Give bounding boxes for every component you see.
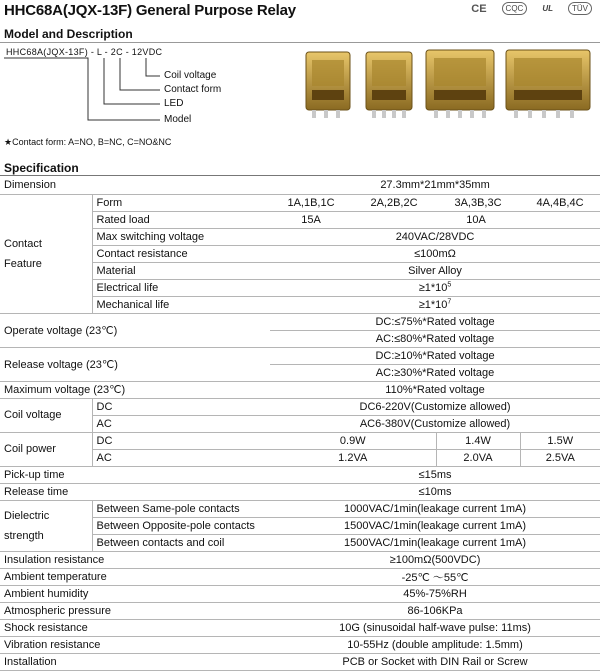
specification-table (0, 177, 600, 671)
model-section-heading: Model and Description (4, 27, 133, 41)
table-row (0, 483, 600, 500)
row-value: 45%-75%RH (270, 585, 600, 602)
row-label: Shock resistance (0, 619, 270, 636)
coil-power-value: 2.0VA (436, 449, 520, 466)
coil-power-value: 0.9W (270, 432, 436, 449)
table-row (0, 653, 600, 670)
callout-model: Model (164, 114, 192, 125)
row-value: PCB or Socket with DIN Rail or Screw (270, 653, 600, 670)
electrical-life-exponent: 5 (447, 280, 452, 288)
table-row (0, 602, 600, 619)
row-label: Between Opposite-pole contacts (92, 517, 270, 534)
mechanical-life-exponent: 7 (447, 297, 452, 305)
row-label: Atmospheric pressure (0, 602, 270, 619)
row-label: Operate voltage (23℃) (0, 313, 270, 347)
table-row (0, 636, 600, 653)
row-label: Mechanical life (92, 296, 270, 313)
row-label: Max switching voltage (92, 228, 270, 245)
row-value: 1500VAC/1min(leakage current 1mA) (270, 517, 600, 534)
row-value: AC:≥30%*Rated voltage (270, 364, 600, 381)
row-label: Maximum voltage (23℃) (0, 381, 270, 398)
row-label: Dimension (0, 177, 270, 194)
row-label: Material (92, 262, 270, 279)
row-value: Silver Alloy (270, 262, 600, 279)
row-value: AC:≤80%*Rated voltage (270, 330, 600, 347)
relay-product-photos (298, 46, 598, 120)
dielectric-label-line1: Dielectric (4, 509, 50, 522)
contact-feature-label (0, 194, 92, 313)
row-value: ≥100mΩ(500VDC) (270, 551, 600, 568)
row-value: 10G (sinusoidal half-wave pulse: 11ms) (270, 619, 600, 636)
table-row (0, 500, 600, 517)
table-row (0, 313, 600, 330)
row-value: ≤100mΩ (270, 245, 600, 262)
relay-2c-icon (366, 52, 412, 118)
row-value: 10-55Hz (double amplitude: 1.5mm) (270, 636, 600, 653)
coil-power-value: 1.2VA (270, 449, 436, 466)
divider (0, 175, 600, 176)
row-value: 27.3mm*21mm*35mm (270, 177, 600, 194)
coil-power-value: 1.5W (520, 432, 600, 449)
row-value: AC6-380V(Customize allowed) (270, 415, 600, 432)
row-label: Release voltage (23℃) (0, 347, 270, 381)
row-value (270, 296, 600, 313)
row-value: DC6-220V(Customize allowed) (270, 398, 600, 415)
form-value: 1A,1B,1C (270, 194, 352, 211)
row-label: Pick-up time (0, 466, 270, 483)
model-code: HHC68A(JQX-13F) - L - 2C - 12VDC (6, 47, 163, 57)
sub-label: AC (92, 449, 270, 466)
coil-power-value: 1.4W (436, 432, 520, 449)
contact-label-line1: Contact (4, 237, 42, 250)
row-label: Form (92, 194, 270, 211)
rated-load-value: 10A (352, 211, 600, 228)
row-value: ≤10ms (270, 483, 600, 500)
page-title: HHC68A(JQX-13F) General Purpose Relay (4, 2, 296, 19)
row-value: DC:≤75%*Rated voltage (270, 313, 600, 330)
row-label: Rated load (92, 211, 270, 228)
callout-coil-voltage: Coil voltage (164, 70, 217, 81)
coil-power-value: 2.5VA (520, 449, 600, 466)
row-label: Coil voltage (0, 398, 92, 432)
model-callout-lines (0, 0, 300, 130)
dielectric-label-line2: strength (4, 529, 44, 542)
cqc-logo: CQC (502, 2, 528, 15)
table-row (0, 194, 600, 211)
table-row (0, 466, 600, 483)
callout-led: LED (164, 98, 184, 109)
row-label: Between contacts and coil (92, 534, 270, 551)
row-label: Insulation resistance (0, 551, 270, 568)
sub-label: DC (92, 398, 270, 415)
row-label: Installation (0, 653, 270, 670)
row-label: Coil power (0, 432, 92, 466)
row-label: Between Same-pole contacts (92, 500, 270, 517)
electrical-life-base: ≥1*10 (418, 281, 448, 294)
row-value: DC:≥10%*Rated voltage (270, 347, 600, 364)
relay-1c-icon (306, 52, 350, 118)
table-row (0, 432, 600, 449)
row-label: Ambient temperature (0, 568, 270, 585)
dielectric-label (0, 500, 92, 551)
certification-logos (468, 2, 592, 15)
table-row (0, 551, 600, 568)
row-label: Electrical life (92, 279, 270, 296)
form-value: 2A,2B,2C (352, 194, 436, 211)
table-row (0, 177, 600, 194)
rated-load-value: 15A (270, 211, 352, 228)
contact-label-line2: Feature (4, 257, 42, 270)
callout-contact-form: Contact form (164, 84, 222, 95)
ul-logo: UL (542, 3, 553, 13)
table-row (0, 398, 600, 415)
row-value: 1000VAC/1min(leakage current 1mA) (270, 500, 600, 517)
table-row (0, 619, 600, 636)
form-value: 3A,3B,3C (436, 194, 520, 211)
tuv-logo: TÜV (568, 2, 592, 15)
row-value (270, 279, 600, 296)
row-label: Vibration resistance (0, 636, 270, 653)
relay-3c-icon (426, 50, 494, 118)
row-value: 240VAC/28VDC (270, 228, 600, 245)
row-value: 1500VAC/1min(leakage current 1mA) (270, 534, 600, 551)
ce-logo: CE (471, 2, 487, 15)
row-value: 86-106KPa (270, 602, 600, 619)
table-row (0, 347, 600, 364)
table-row (0, 568, 600, 585)
row-label: Contact resistance (92, 245, 270, 262)
row-label: Ambient humidity (0, 585, 270, 602)
sub-label: DC (92, 432, 270, 449)
row-label: Release time (0, 483, 270, 500)
row-value: -25℃ ～55℃ (270, 568, 600, 585)
mechanical-life-base: ≥1*10 (418, 298, 448, 311)
sub-label: AC (92, 415, 270, 432)
spec-heading: Specification (4, 161, 79, 175)
table-row (0, 381, 600, 398)
row-value: ≤15ms (270, 466, 600, 483)
relay-4c-icon (506, 50, 590, 118)
contact-form-note: ★Contact form: A=NO, B=NC, C=NO&NC (4, 137, 172, 147)
table-row (0, 585, 600, 602)
form-value: 4A,4B,4C (520, 194, 600, 211)
row-value: 110%*Rated voltage (270, 381, 600, 398)
